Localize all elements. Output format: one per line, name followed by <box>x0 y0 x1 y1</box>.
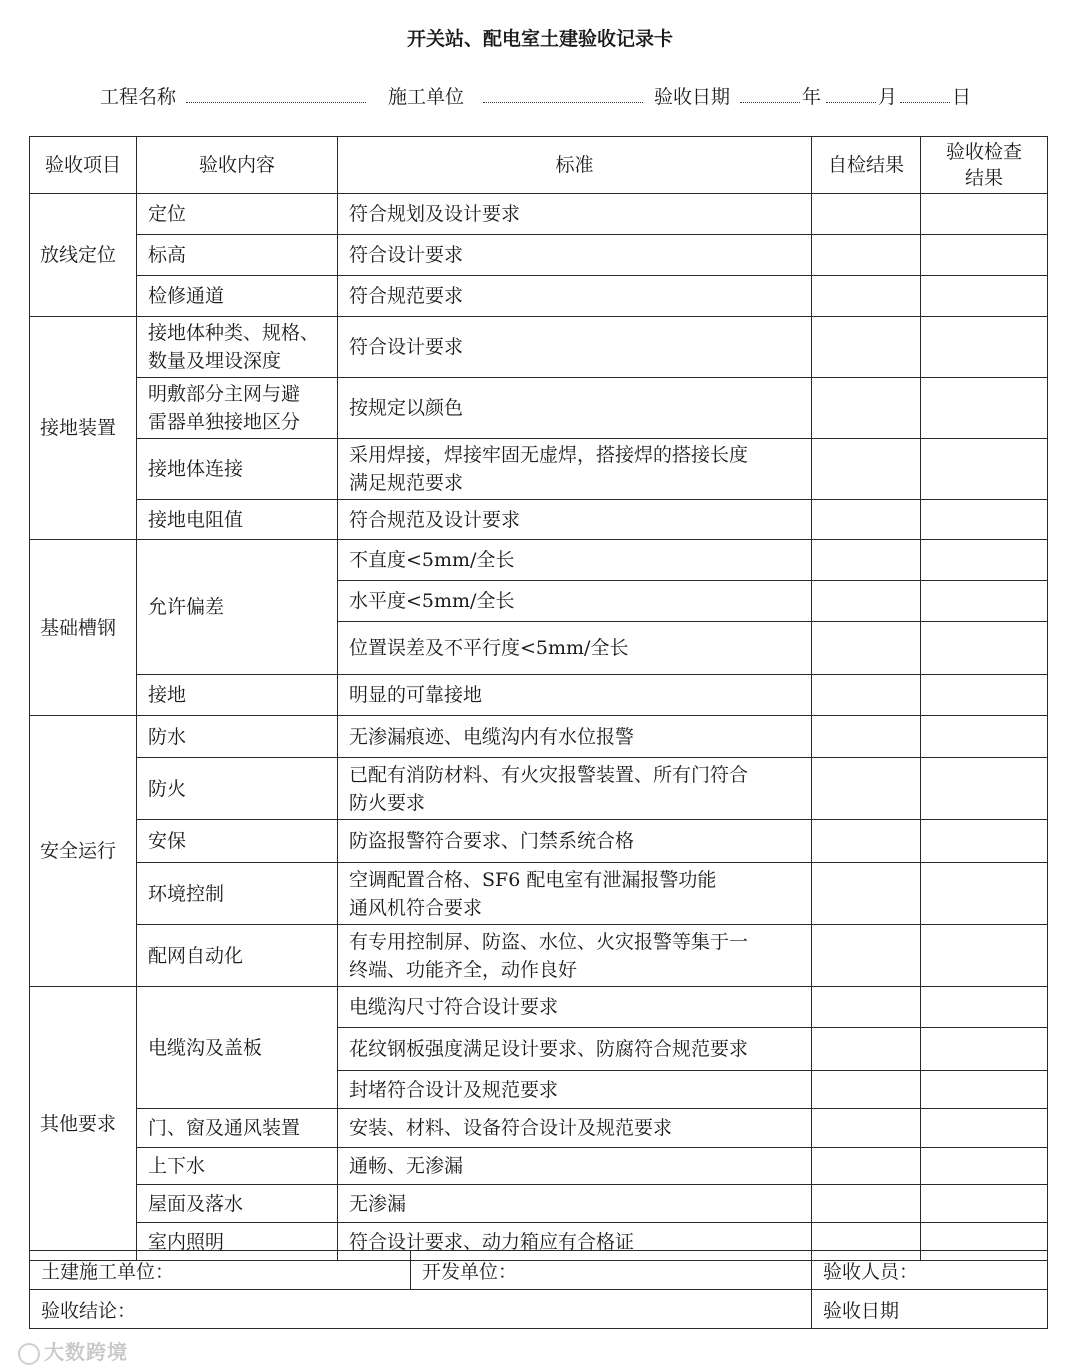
self-check-cell[interactable] <box>812 1148 921 1185</box>
col-header-item: 验收项目 <box>30 137 137 194</box>
month-field[interactable] <box>826 92 876 103</box>
col-header-standard: 标准 <box>338 137 812 194</box>
table-row <box>30 716 1048 758</box>
category-cell: 安全运行 <box>30 716 137 987</box>
inspection-result-cell[interactable] <box>921 1071 1048 1109</box>
standard-cell: 符合规划及设计要求 <box>338 194 812 235</box>
self-check-cell[interactable] <box>812 378 921 439</box>
table-row <box>30 675 1048 716</box>
category-cell: 放线定位 <box>30 194 137 317</box>
standard-cell <box>338 863 812 925</box>
day-label: 日 <box>952 86 972 108</box>
content-cell: 定位 <box>137 194 338 235</box>
table-row <box>30 1148 1048 1185</box>
date-label: 验收日期 <box>654 86 731 108</box>
project-name-field[interactable] <box>186 92 366 103</box>
standard-line: 有专用控制屏、防盗、水位、火灾报警等集于一 <box>349 930 749 953</box>
content-cell: 标高 <box>137 235 338 276</box>
table-header-row <box>30 137 1048 194</box>
self-check-cell[interactable] <box>812 925 921 987</box>
contractor-field[interactable] <box>483 92 643 103</box>
self-check-cell[interactable] <box>812 987 921 1028</box>
self-check-cell[interactable] <box>812 716 921 758</box>
inspection-result-cell[interactable] <box>921 622 1048 675</box>
conclusion-row <box>30 1290 1048 1329</box>
standard-cell: 符合设计要求 <box>338 235 812 276</box>
year-label: 年 <box>802 86 822 108</box>
standard-cell: 无渗漏 <box>338 1185 812 1223</box>
inspection-result-cell[interactable] <box>921 317 1048 378</box>
standard-cell: 不直度<5mm/全长 <box>338 540 812 581</box>
standard-cell: 封堵符合设计及规范要求 <box>338 1071 812 1109</box>
standard-cell: 符合设计要求 <box>338 317 812 378</box>
inspection-date-field[interactable]: 验收日期 <box>812 1290 1048 1329</box>
standard-cell: 符合设计要求、动力箱应有合格证 <box>338 1223 812 1261</box>
table-row <box>30 194 1048 235</box>
table-row <box>30 378 1048 439</box>
form-title: 开关站、配电室土建验收记录卡 <box>406 28 673 50</box>
watermark-logo-icon <box>18 1343 40 1365</box>
contractor-label: 施工单位 <box>388 86 465 108</box>
standard-line: 空调配置合格、SF6 配电室有泄漏报警功能 <box>349 868 717 891</box>
inspection-result-cell[interactable] <box>921 378 1048 439</box>
table-row <box>30 863 1048 925</box>
table-row <box>30 820 1048 863</box>
content-cell: 接地电阻值 <box>137 500 338 540</box>
self-check-cell[interactable] <box>812 1185 921 1223</box>
col-header-self-check: 自检结果 <box>812 137 921 194</box>
watermark-text: 大数跨境 <box>44 1340 128 1364</box>
content-cell: 接地 <box>137 675 338 716</box>
inspector-field[interactable]: 验收人员： <box>812 1251 1048 1290</box>
self-check-cell[interactable] <box>812 820 921 863</box>
standard-cell: 花纹钢板强度满足设计要求、防腐符合规范要求 <box>338 1028 812 1071</box>
table-row <box>30 987 1048 1028</box>
standard-cell: 防盗报警符合要求、门禁系统合格 <box>338 820 812 863</box>
inspection-result-cell[interactable] <box>921 439 1048 500</box>
inspection-result-cell[interactable] <box>921 820 1048 863</box>
self-check-cell[interactable] <box>812 675 921 716</box>
standard-line: 终端、功能齐全，动作良好 <box>349 958 578 981</box>
standard-line: 满足规范要求 <box>349 472 464 494</box>
inspection-result-cell[interactable] <box>921 194 1048 235</box>
content-cell: 允许偏差 <box>137 540 338 675</box>
standard-cell: 通畅、无渗漏 <box>338 1148 812 1185</box>
content-cell: 室内照明 <box>137 1223 338 1261</box>
inspection-result-cell[interactable] <box>921 500 1048 540</box>
standard-cell: 水平度<5mm/全长 <box>338 581 812 622</box>
inspection-result-cell[interactable] <box>921 863 1048 925</box>
col-header-inspection-line1: 验收检查 <box>945 141 1022 163</box>
inspection-result-cell[interactable] <box>921 716 1048 758</box>
self-check-cell[interactable] <box>812 500 921 540</box>
content-cell: 防火 <box>137 758 338 820</box>
month-label: 月 <box>878 86 898 108</box>
standard-line: 已配有消防材料、有火灾报警装置、所有门符合 <box>349 763 749 786</box>
standard-cell: 安装、材料、设备符合设计及规范要求 <box>338 1109 812 1148</box>
year-field[interactable] <box>740 92 800 103</box>
content-cell: 防水 <box>137 716 338 758</box>
col-header-inspection-result <box>921 137 1048 194</box>
table-row <box>30 235 1048 276</box>
standard-cell: 符合规范要求 <box>338 276 812 317</box>
content-line: 数量及埋设深度 <box>148 350 282 372</box>
category-cell: 接地装置 <box>30 317 137 540</box>
developer-field[interactable]: 开发单位： <box>411 1251 812 1290</box>
acceptance-table <box>29 136 1048 1261</box>
inspection-result-cell[interactable] <box>921 1109 1048 1148</box>
col-header-inspection-line2: 结果 <box>964 167 1003 189</box>
self-check-cell[interactable] <box>812 317 921 378</box>
self-check-cell[interactable] <box>812 758 921 820</box>
content-cell: 安保 <box>137 820 338 863</box>
standard-line: 防火要求 <box>349 791 426 814</box>
content-cell: 接地体连接 <box>137 439 338 500</box>
self-check-cell[interactable] <box>812 1028 921 1071</box>
content-cell: 门、窗及通风装置 <box>137 1109 338 1148</box>
standard-cell: 按规定以颜色 <box>338 378 812 439</box>
self-check-cell[interactable] <box>812 581 921 622</box>
inspection-result-cell[interactable] <box>921 675 1048 716</box>
inspection-result-cell[interactable] <box>921 540 1048 581</box>
watermark <box>18 1336 128 1365</box>
inspection-result-cell[interactable] <box>921 1028 1048 1071</box>
standard-cell: 电缆沟尺寸符合设计要求 <box>338 987 812 1028</box>
content-cell: 屋面及落水 <box>137 1185 338 1223</box>
inspection-result-cell[interactable] <box>921 276 1048 317</box>
day-field[interactable] <box>900 92 950 103</box>
civil-unit-field[interactable]: 土建施工单位： <box>30 1251 411 1290</box>
content-cell: 配网自动化 <box>137 925 338 987</box>
table-row <box>30 500 1048 540</box>
self-check-cell[interactable] <box>812 540 921 581</box>
standard-cell: 位置误差及不平行度<5mm/全长 <box>338 622 812 675</box>
self-check-cell[interactable] <box>812 863 921 925</box>
self-check-cell[interactable] <box>812 276 921 317</box>
standard-cell <box>338 758 812 820</box>
table-row <box>30 317 1048 378</box>
self-check-cell[interactable] <box>812 1109 921 1148</box>
category-cell: 其他要求 <box>30 987 137 1261</box>
col-header-content: 验收内容 <box>137 137 338 194</box>
inspection-result-cell[interactable] <box>921 1185 1048 1223</box>
standard-cell <box>338 925 812 987</box>
standard-cell: 明显的可靠接地 <box>338 675 812 716</box>
table-row <box>30 439 1048 500</box>
inspection-result-cell[interactable] <box>921 581 1048 622</box>
self-check-cell[interactable] <box>812 1071 921 1109</box>
standard-cell: 无渗漏痕迹、电缆沟内有水位报警 <box>338 716 812 758</box>
content-line: 明敷部分主网与避 <box>148 383 301 405</box>
inspection-result-cell[interactable] <box>921 987 1048 1028</box>
inspection-result-cell[interactable] <box>921 1148 1048 1185</box>
signature-row <box>30 1251 1048 1290</box>
content-cell <box>137 317 338 378</box>
self-check-cell[interactable] <box>812 439 921 500</box>
content-cell <box>137 378 338 439</box>
category-cell: 基础槽钢 <box>30 540 137 716</box>
standard-cell <box>338 439 812 500</box>
table-row <box>30 276 1048 317</box>
table-row <box>30 540 1048 581</box>
content-cell: 环境控制 <box>137 863 338 925</box>
table-row <box>30 758 1048 820</box>
signature-table <box>29 1250 1048 1329</box>
self-check-cell[interactable] <box>812 622 921 675</box>
table-row <box>30 1109 1048 1148</box>
inspection-result-cell[interactable] <box>921 758 1048 820</box>
project-name-label: 工程名称 <box>100 86 177 108</box>
content-line: 接地体种类、规格、 <box>148 322 320 344</box>
conclusion-field[interactable]: 验收结论： <box>30 1290 812 1329</box>
content-cell: 检修通道 <box>137 276 338 317</box>
standard-line: 通风机符合要求 <box>349 896 483 919</box>
self-check-cell[interactable] <box>812 235 921 276</box>
self-check-cell[interactable] <box>812 194 921 235</box>
content-cell: 上下水 <box>137 1148 338 1185</box>
standard-line: 采用焊接，焊接牢固无虚焊，搭接焊的搭接长度 <box>349 444 749 466</box>
content-cell: 电缆沟及盖板 <box>137 987 338 1109</box>
inspection-result-cell[interactable] <box>921 925 1048 987</box>
table-row <box>30 1185 1048 1223</box>
standard-cell: 符合规范及设计要求 <box>338 500 812 540</box>
content-line: 雷器单独接地区分 <box>148 411 301 433</box>
inspection-result-cell[interactable] <box>921 235 1048 276</box>
table-row <box>30 925 1048 987</box>
